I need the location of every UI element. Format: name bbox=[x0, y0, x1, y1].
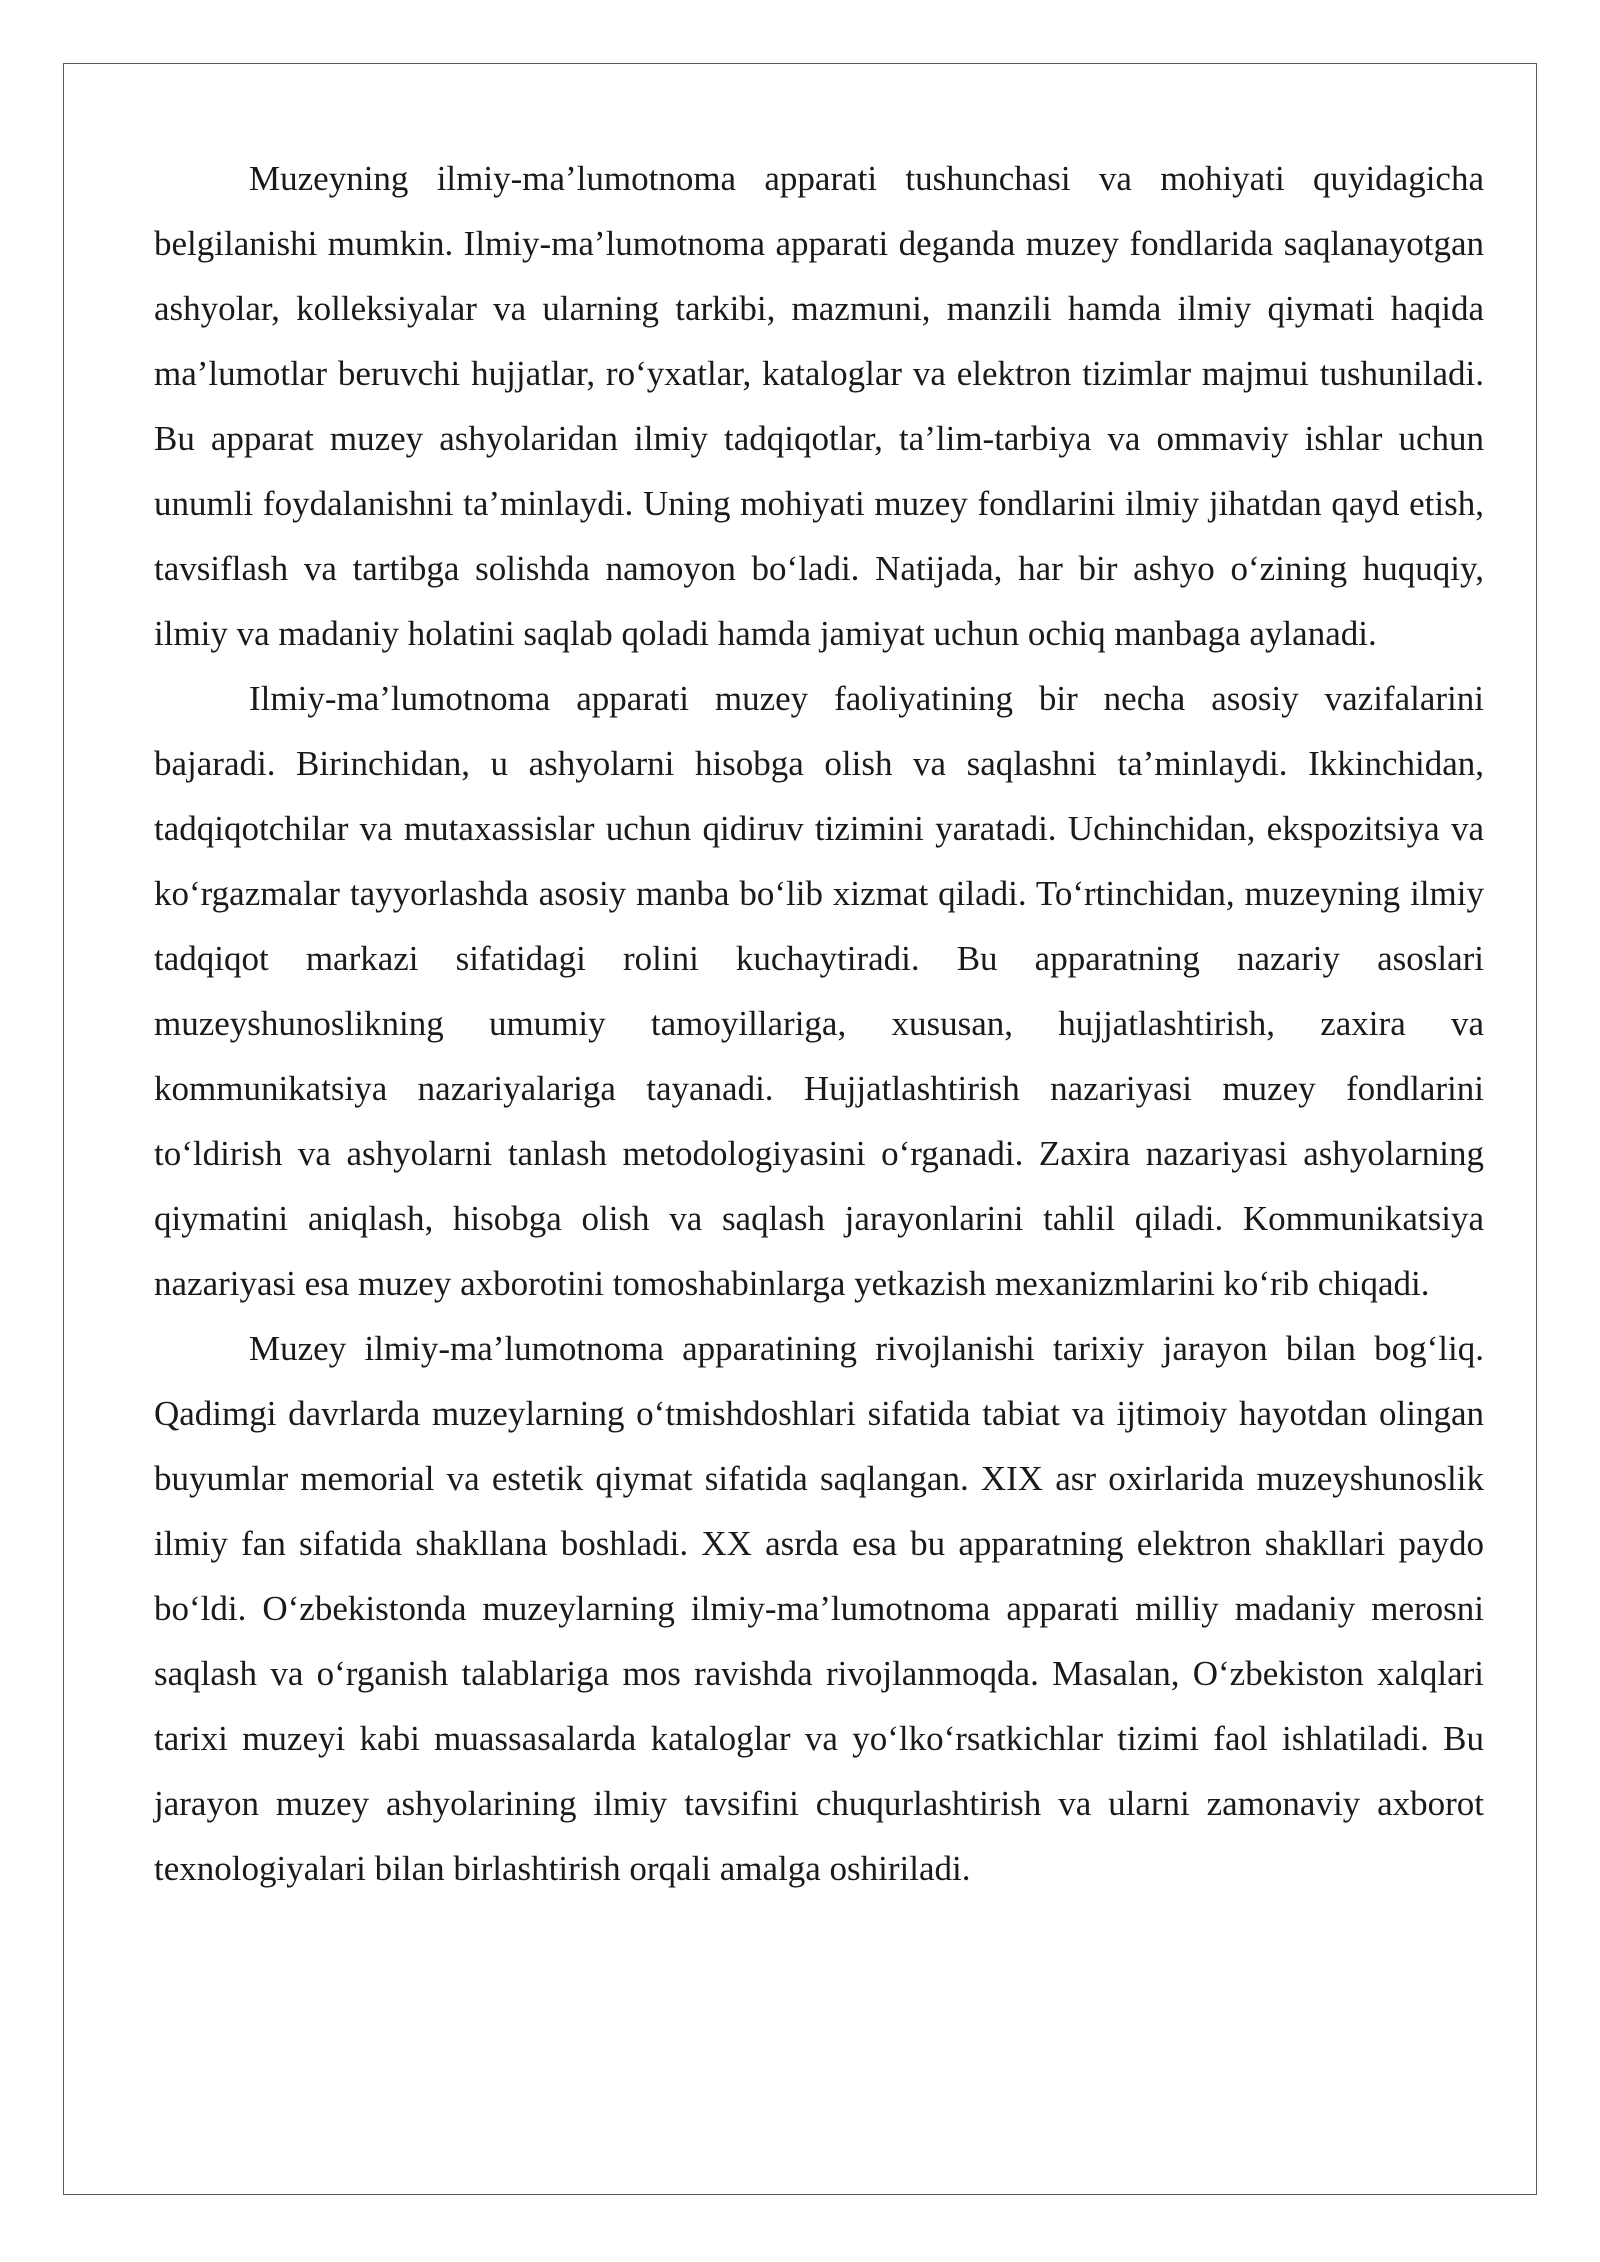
paragraph-1: Muzeyning ilmiy-ma’lumotnoma apparati tushunchasi va mohiyati quyidagicha belgilanishi mumkin. Ilmiy-ma’lumotnoma apparati deganda muzey fondlarida saqlanayotgan ashyolar, kolleksiyalar va ularning tarkibi, mazmuni, manzili hamda ilmiy qiymati haqida ma’lumotlar beruvchi hujjatlar, ro‘yxatlar, kataloglar va elektron tizimlar majmui tushuniladi. Bu apparat muzey ashyolaridan ilmiy tadqiqotlar, ta’lim-tarbiya va ommaviy ishlar uchun unumli foydalanishni ta’minlaydi. Uning mohiyati muzey fondlarini ilmiy jihatdan qayd etish, tavsiflash va tartibga solishda namoyon bo‘ladi. Natijada, har bir ashyo o‘zining huquqiy, ilmiy va madaniy holatini saqlab qoladi hamda jamiyat uchun ochiq manbaga aylanadi. bbox=[154, 159, 1484, 653]
paragraph-3: Muzey ilmiy-ma’lumotnoma apparatining rivojlanishi tarixiy jarayon bilan bog‘liq. Qadimgi davrlarda muzeylarning o‘tmishdoshlari sifatida tabiat va ijtimoiy hayotdan olingan buyumlar memorial va estetik qiymat sifatida saqlangan. XIX asr oxirlarida muzeyshunoslik ilmiy fan sifatida shakllana boshladi. XX asrda esa bu apparatning elektron shakllari paydo bo‘ldi. O‘zbekistonda muzeylarning ilmiy-ma’lumotnoma apparati milliy madaniy merosni saqlash va o‘rganish talablariga mos ravishda rivojlanmoqda. Masalan, O‘zbekiston xalqlari tarixi muzeyi kabi muassasalarda kataloglar va yo‘lko‘rsatkichlar tizimi faol ishlatiladi. Bu jarayon muzey ashyolarining ilmiy tavsifini chuqurlashtirish va ularni zamonaviy axborot texnologiyalari bilan birlashtirish orqali amalga oshiriladi. bbox=[154, 1329, 1484, 1888]
paragraph-2: Ilmiy-ma’lumotnoma apparati muzey faoliyatining bir necha asosiy vazifalarini bajaradi. Birinchidan, u ashyolarni hisobga olish va saqlashni ta’minlaydi. Ikkinchidan, tadqiqotchilar va mutaxassislar uchun qidiruv tizimini yaratadi. Uchinchidan, ekspozitsiya va ko‘rgazmalar tayyorlashda asosiy manba bo‘lib xizmat qiladi. To‘rtinchidan, muzeyning ilmiy tadqiqot markazi sifatidagi rolini kuchaytiradi. Bu apparatning nazariy asoslari muzeyshunoslikning umumiy tamoyillariga, xususan, hujjatlashtirish, zaxira va kommunikatsiya nazariyalariga tayanadi. Hujjatlashtirish nazariyasi muzey fondlarini to‘ldirish va ashyolarni tanlash metodologiyasini o‘rganadi. Zaxira nazariyasi ashyolarning qiymatini aniqlash, hisobga olish va saqlash jarayonlarini tahlil qiladi. Kommunikatsiya nazariyasi esa muzey axborotini tomoshabinlarga yetkazish mexanizmlarini ko‘rib chiqadi. bbox=[154, 679, 1484, 1303]
document-body bbox=[154, 146, 1484, 1901]
